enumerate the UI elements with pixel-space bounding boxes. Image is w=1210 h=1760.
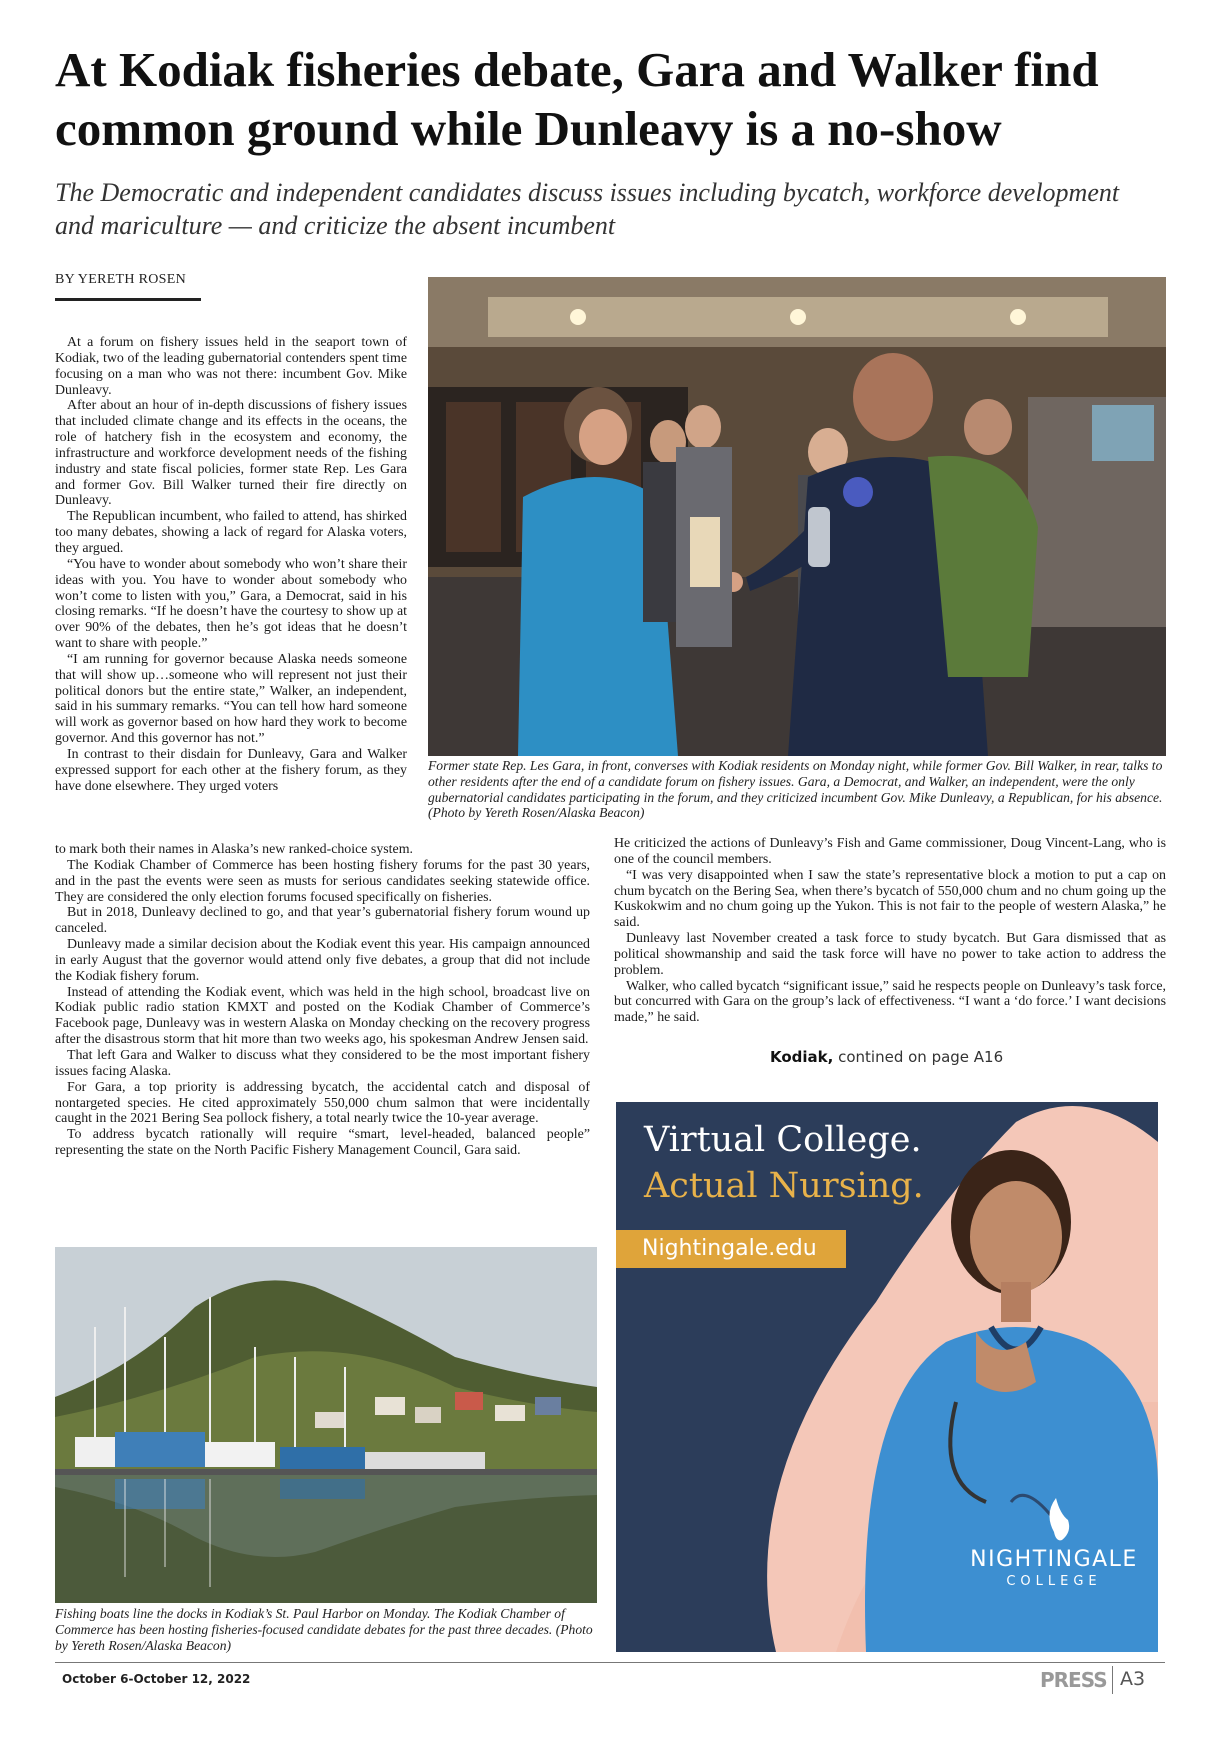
subheadline: The Democratic and independent candidates discuss issues including bycatch, workforce development and mariculture — and criticize the absent incumbent xyxy=(55,178,1120,240)
paragraph-continued: He criticized the actions of Dunleavy’s Fish and Game commissioner, Doug Vincent-Lang, who is one of the council members. xyxy=(614,836,1166,867)
byline: BY YERETH ROSEN xyxy=(55,272,187,287)
paragraph: Dunleavy last November created a task force to study bycatch. But Gara dismissed that as political showmanship and said the task force will have no power to take action to address the problem. xyxy=(614,931,1166,978)
forum-photo-illustration xyxy=(428,277,1166,756)
nightingale-logo xyxy=(954,1547,1154,1589)
paragraph: “You have to wonder about somebody who won’t share their ideas with you. You have to wonder about somebody who won’t come to listen with you,” Gara, a Democrat, said in his closing remarks. “If he doesn’t have the courtesy to show up at over 90% of the debates, then he’s got ideas that he doesn’t want to share with people.” xyxy=(55,556,407,652)
forum-photo xyxy=(428,277,1166,756)
paragraph: “I was very disappointed when I saw the state’s representative block a motion to put a cap on chum bycatch on the Bering Sea, when there’s bycatch of 550,000 chum and no chum going up the Kuskokwim and no chum going up the Yukon. This is not fair to the people of western Alaska,” he said. xyxy=(614,867,1166,931)
nightingale-college-ad[interactable] xyxy=(616,1102,1158,1652)
article-column-1 xyxy=(55,335,407,794)
ad-headline-line-2: Actual Nursing. xyxy=(644,1166,924,1206)
paragraph: But in 2018, Dunleavy declined to go, and that year’s gubernatorial fishery forum wound up canceled. xyxy=(55,905,590,937)
paragraph: The Republican incumbent, who failed to attend, has shirked too many debates, showing a lack of regard for Alaska voters, they argued. xyxy=(55,509,407,556)
paragraph: At a forum on fishery issues held in the seaport town of Kodiak, two of the leading gubernatorial contenders spent time focusing on a man who was not there: incumbent Gov. Mike Dunleavy. xyxy=(55,335,407,398)
byline-rule xyxy=(55,298,201,301)
continued-keyword: Kodiak, xyxy=(770,1048,834,1066)
paragraph: “I am running for governor because Alaska needs someone that will show up…someone who will represent not just their political donors but the entire state,” Walker, an independent, said in his summary remarks. “You can tell how hard someone will work as governor based on how hard they work to become governor. And this governor has not.” xyxy=(55,651,407,747)
ad-url-link[interactable]: Nightingale.edu xyxy=(616,1230,846,1268)
page-number: A3 xyxy=(1120,1668,1146,1690)
paragraph: Walker, who called bycatch “significant issue,” said he respects people on Dunleavy’s task force, but concurred with Gara on the group’s lack of effectiveness. “I want a ‘do force.’ I want decisions made,” he said. xyxy=(614,978,1166,1026)
paragraph: Dunleavy made a similar decision about the Kodiak event this year. His campaign announced in early August that the governor would attend only five debates, a group that did not include the Kodiak fishery forum. xyxy=(55,937,590,984)
paragraph: The Kodiak Chamber of Commerce has been hosting fishery forums for the past 30 years, and in the past the events were seen as musts for serious candidates seeking statewide office. They are considered the only election forums focused specifically on fisheries. xyxy=(55,857,590,905)
article-column-2 xyxy=(55,842,590,1159)
continued-on-link[interactable] xyxy=(770,1048,1003,1066)
harbor-photo-caption: Fishing boats line the docks in Kodiak’s St. Paul Harbor on Monday. The Kodiak Chamber of Commerce has been hosting fisheries-focused candidate debates for the past three decades. (Photo by Yereth Rosen/Alaska Beacon) xyxy=(55,1606,593,1653)
paragraph: For Gara, a top priority is addressing bycatch, the accidental catch and disposal of nontargeted species. He cited approximately 550,000 chum salmon that were incidentally caught in the 2021 Bering Sea pollock fishery, a total nearly twice the 10-year average. xyxy=(55,1079,590,1127)
paragraph: In contrast to their disdain for Dunleavy, Gara and Walker expressed support for each other at the fishery forum, as they have done elsewhere. They urged voters xyxy=(55,746,407,794)
footer-rule xyxy=(55,1662,1165,1663)
article-column-3 xyxy=(614,836,1166,1026)
harbor-photo-illustration xyxy=(55,1247,597,1603)
issue-date: October 6-October 12, 2022 xyxy=(62,1672,251,1686)
paragraph: To address bycatch rationally will require “smart, level-headed, balanced people” representing the state on the North Pacific Fishery Management Council, Gara said. xyxy=(55,1127,590,1159)
paragraph: That left Gara and Walker to discuss what they considered to be the most important fishery issues facing Alaska. xyxy=(55,1047,590,1079)
harbor-photo xyxy=(55,1247,597,1603)
continued-page: contined on page A16 xyxy=(833,1048,1004,1066)
logo-subtitle: COLLEGE xyxy=(1006,1574,1102,1589)
logo-name: NIGHTINGALE xyxy=(970,1547,1138,1572)
footer-separator xyxy=(1112,1666,1113,1694)
headline: At Kodiak fisheries debate, Gara and Walker find common ground while Dunleavy is a no-show xyxy=(55,42,1099,156)
paragraph-continued: to mark both their names in Alaska’s new ranked-choice system. xyxy=(55,842,413,857)
ad-headline-line-1: Virtual College. xyxy=(644,1120,922,1160)
paragraph: After about an hour of in-depth discussions of fishery issues that included climate change and its effects in the oceans, the role of hatchery fish in the ecosystem and economy, the infrastructure and workforce development needs of the fishing industry and state fiscal policies, former state Rep. Les Gara and former Gov. Bill Walker turned their fire directly on Dunleavy. xyxy=(55,398,407,509)
forum-photo-caption: Former state Rep. Les Gara, in front, converses with Kodiak residents on Monday night, while former Gov. Bill Walker, in rear, talks to other residents after the end of a candidate forum on fishery issues. Gara, a Democrat, and Walker, an independent, were the only gubernatorial candidates participating in the forum, and they criticized incumbent Gov. Mike Dunleavy, a Republican, for his absence. (Photo by Yereth Rosen/Alaska Beacon) xyxy=(428,758,1163,821)
publication-logo: PRESS xyxy=(1040,1668,1107,1692)
paragraph: Instead of attending the Kodiak event, which was held in the high school, broadcast live on Kodiak public radio station KMXT and posted on the Kodiak Chamber of Commerce’s Facebook page, Dunleavy was in western Alaska on Monday checking on the recovery progress after the disastrous storm that hit more than two weeks ago, his spokesman Andrew Jensen said. xyxy=(55,984,590,1048)
